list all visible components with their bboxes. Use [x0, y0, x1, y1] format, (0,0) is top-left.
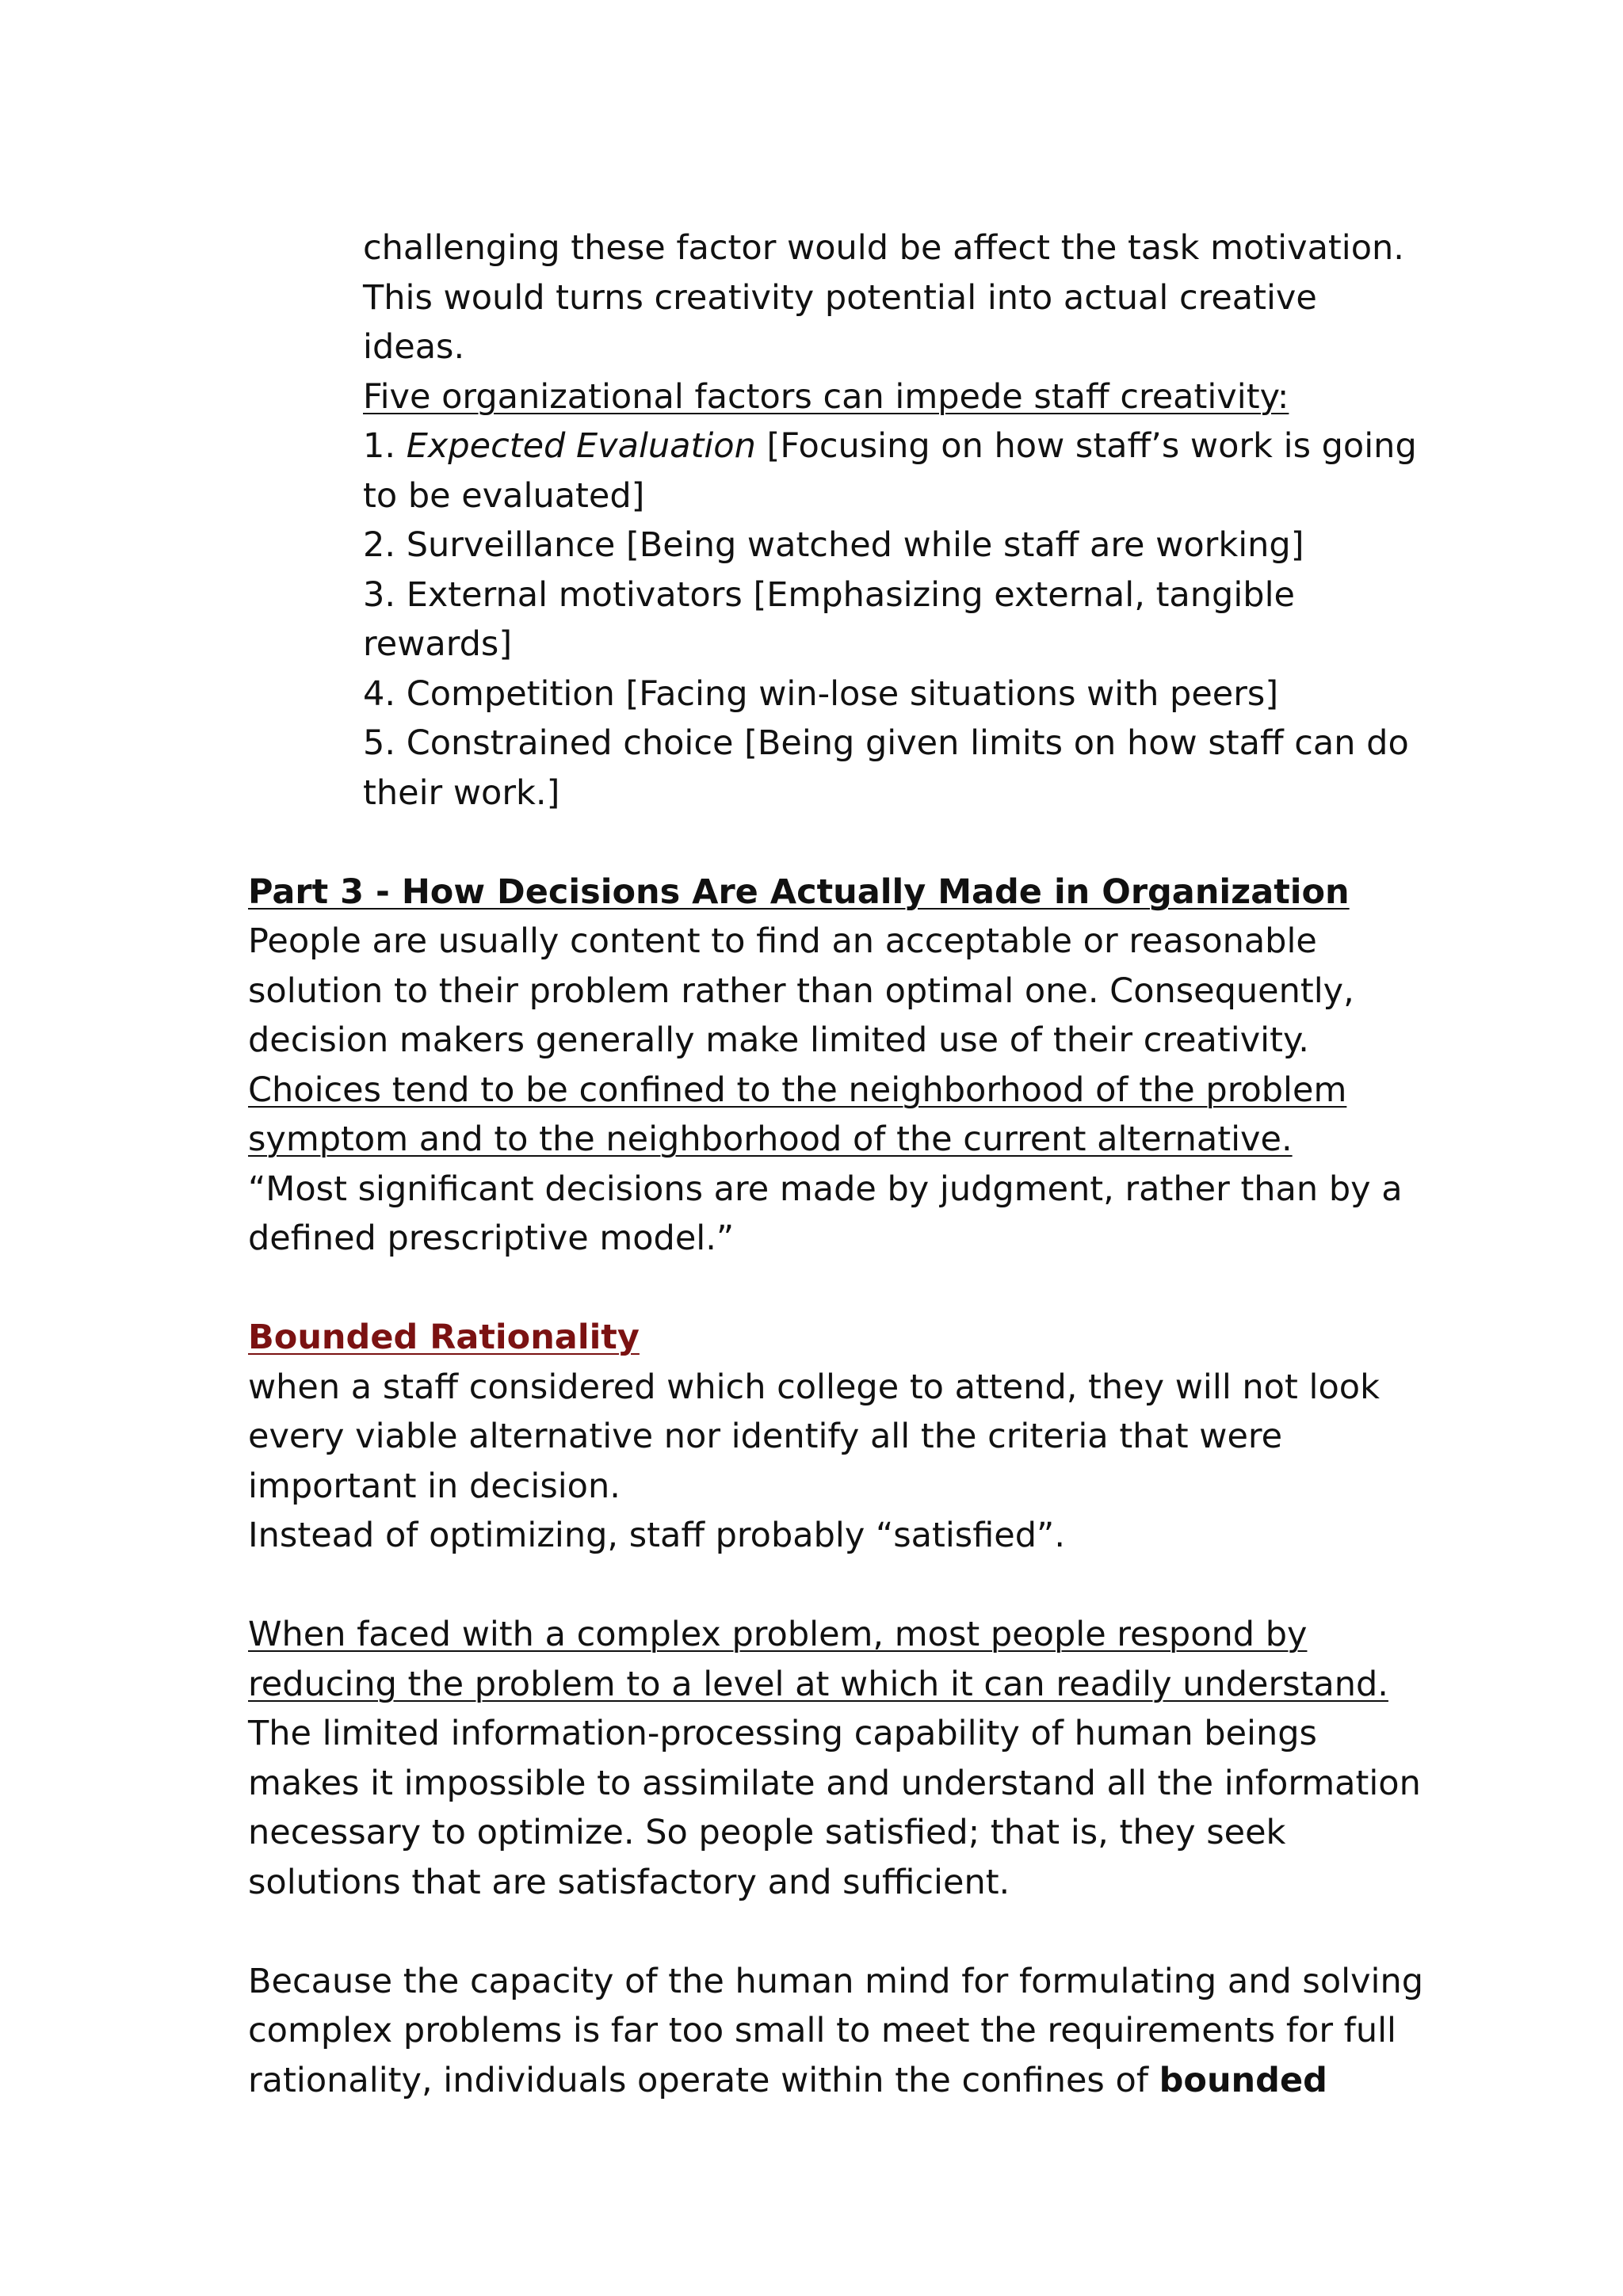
bounded-underlined-line: When faced with a complex problem, most people respond by	[248, 1615, 1308, 1654]
bounded-underlined-line: reducing the problem to a level at which it can readily understand.	[248, 1664, 1388, 1704]
intro-line: ideas.	[363, 327, 465, 367]
bounded-line: Because the capacity of the human mind for formulating and solving	[248, 1961, 1424, 2001]
bounded-line: complex problems is far too small to meet the requirements for full	[248, 2011, 1396, 2050]
bounded-line: makes it impossible to assimilate and understand all the information	[248, 1763, 1421, 1803]
factor-item-5-cont: their work.]	[363, 772, 560, 813]
bounded-line: important in decision.	[248, 1466, 621, 1506]
factor-item-1-cont: to be evaluated]	[363, 475, 645, 516]
bounded-rationality-heading: Bounded Rationality	[248, 1318, 640, 1357]
spacer	[248, 1561, 1421, 1611]
factor-item-1	[363, 421, 1421, 471]
factor-item-3: 3. External motivators [Emphasizing external, tangible	[363, 574, 1295, 615]
bounded-line: The limited information-processing capability of human beings	[248, 1714, 1317, 1753]
intro-line: challenging these factor would be affect the task motivation.	[363, 228, 1404, 268]
bounded-last-line-text: rationality, individuals operate within the confines of	[248, 2060, 1159, 2100]
factor-item-1-number: 1.	[363, 426, 407, 466]
factor-item-4: 4. Competition [Facing win-lose situations with peers]	[363, 673, 1279, 714]
bounded-last-line	[248, 2056, 1421, 2106]
part3-line: decision makers generally make limited use of their creativity.	[248, 1020, 1309, 1060]
spacer	[248, 818, 1421, 868]
intro-line: This would turns creativity potential into actual creative	[363, 277, 1317, 318]
part3-line: People are usually content to find an acceptable or reasonable	[248, 921, 1317, 961]
factor-item-1-desc: [Focusing on how staff’s work is going	[755, 426, 1417, 466]
factor-item-5: 5. Constrained choice [Being given limits on how staff can do	[363, 723, 1409, 763]
factors-heading: Five organizational factors can impede staff creativity:	[363, 376, 1289, 417]
part3-underlined-line: symptom and to the neighborhood of the current alternative.	[248, 1119, 1293, 1159]
bounded-line: Instead of optimizing, staff probably “satisfied”.	[248, 1516, 1065, 1555]
bounded-bold-term: bounded	[1159, 2060, 1327, 2100]
factor-item-2: 2. Surveillance [Being watched while staff are working]	[363, 525, 1304, 565]
bounded-line: necessary to optimize. So people satisfied; that is, they seek	[248, 1813, 1286, 1852]
factor-item-3-cont: rewards]	[363, 624, 513, 664]
part3-underlined-line: Choices tend to be confined to the neighborhood of the problem	[248, 1070, 1347, 1110]
factor-item-1-term: Expected Evaluation	[406, 426, 756, 466]
bounded-line: every viable alternative nor identify all the criteria that were	[248, 1417, 1283, 1456]
part3-line: solution to their problem rather than optimal one. Consequently,	[248, 971, 1354, 1011]
spacer	[248, 1264, 1421, 1314]
factors-section	[248, 223, 1421, 818]
part3-quote-line: “Most significant decisions are made by judgment, rather than by a	[248, 1169, 1403, 1209]
part3-quote-line: defined prescriptive model.”	[248, 1219, 735, 1258]
part3-heading: Part 3 - How Decisions Are Actually Made in Organization	[248, 871, 1350, 912]
bounded-line: when a staff considered which college to attend, they will not look	[248, 1367, 1380, 1407]
bounded-line: solutions that are satisfactory and sufficient.	[248, 1862, 1010, 1902]
spacer	[248, 1907, 1421, 1957]
document-body	[248, 223, 1424, 2105]
